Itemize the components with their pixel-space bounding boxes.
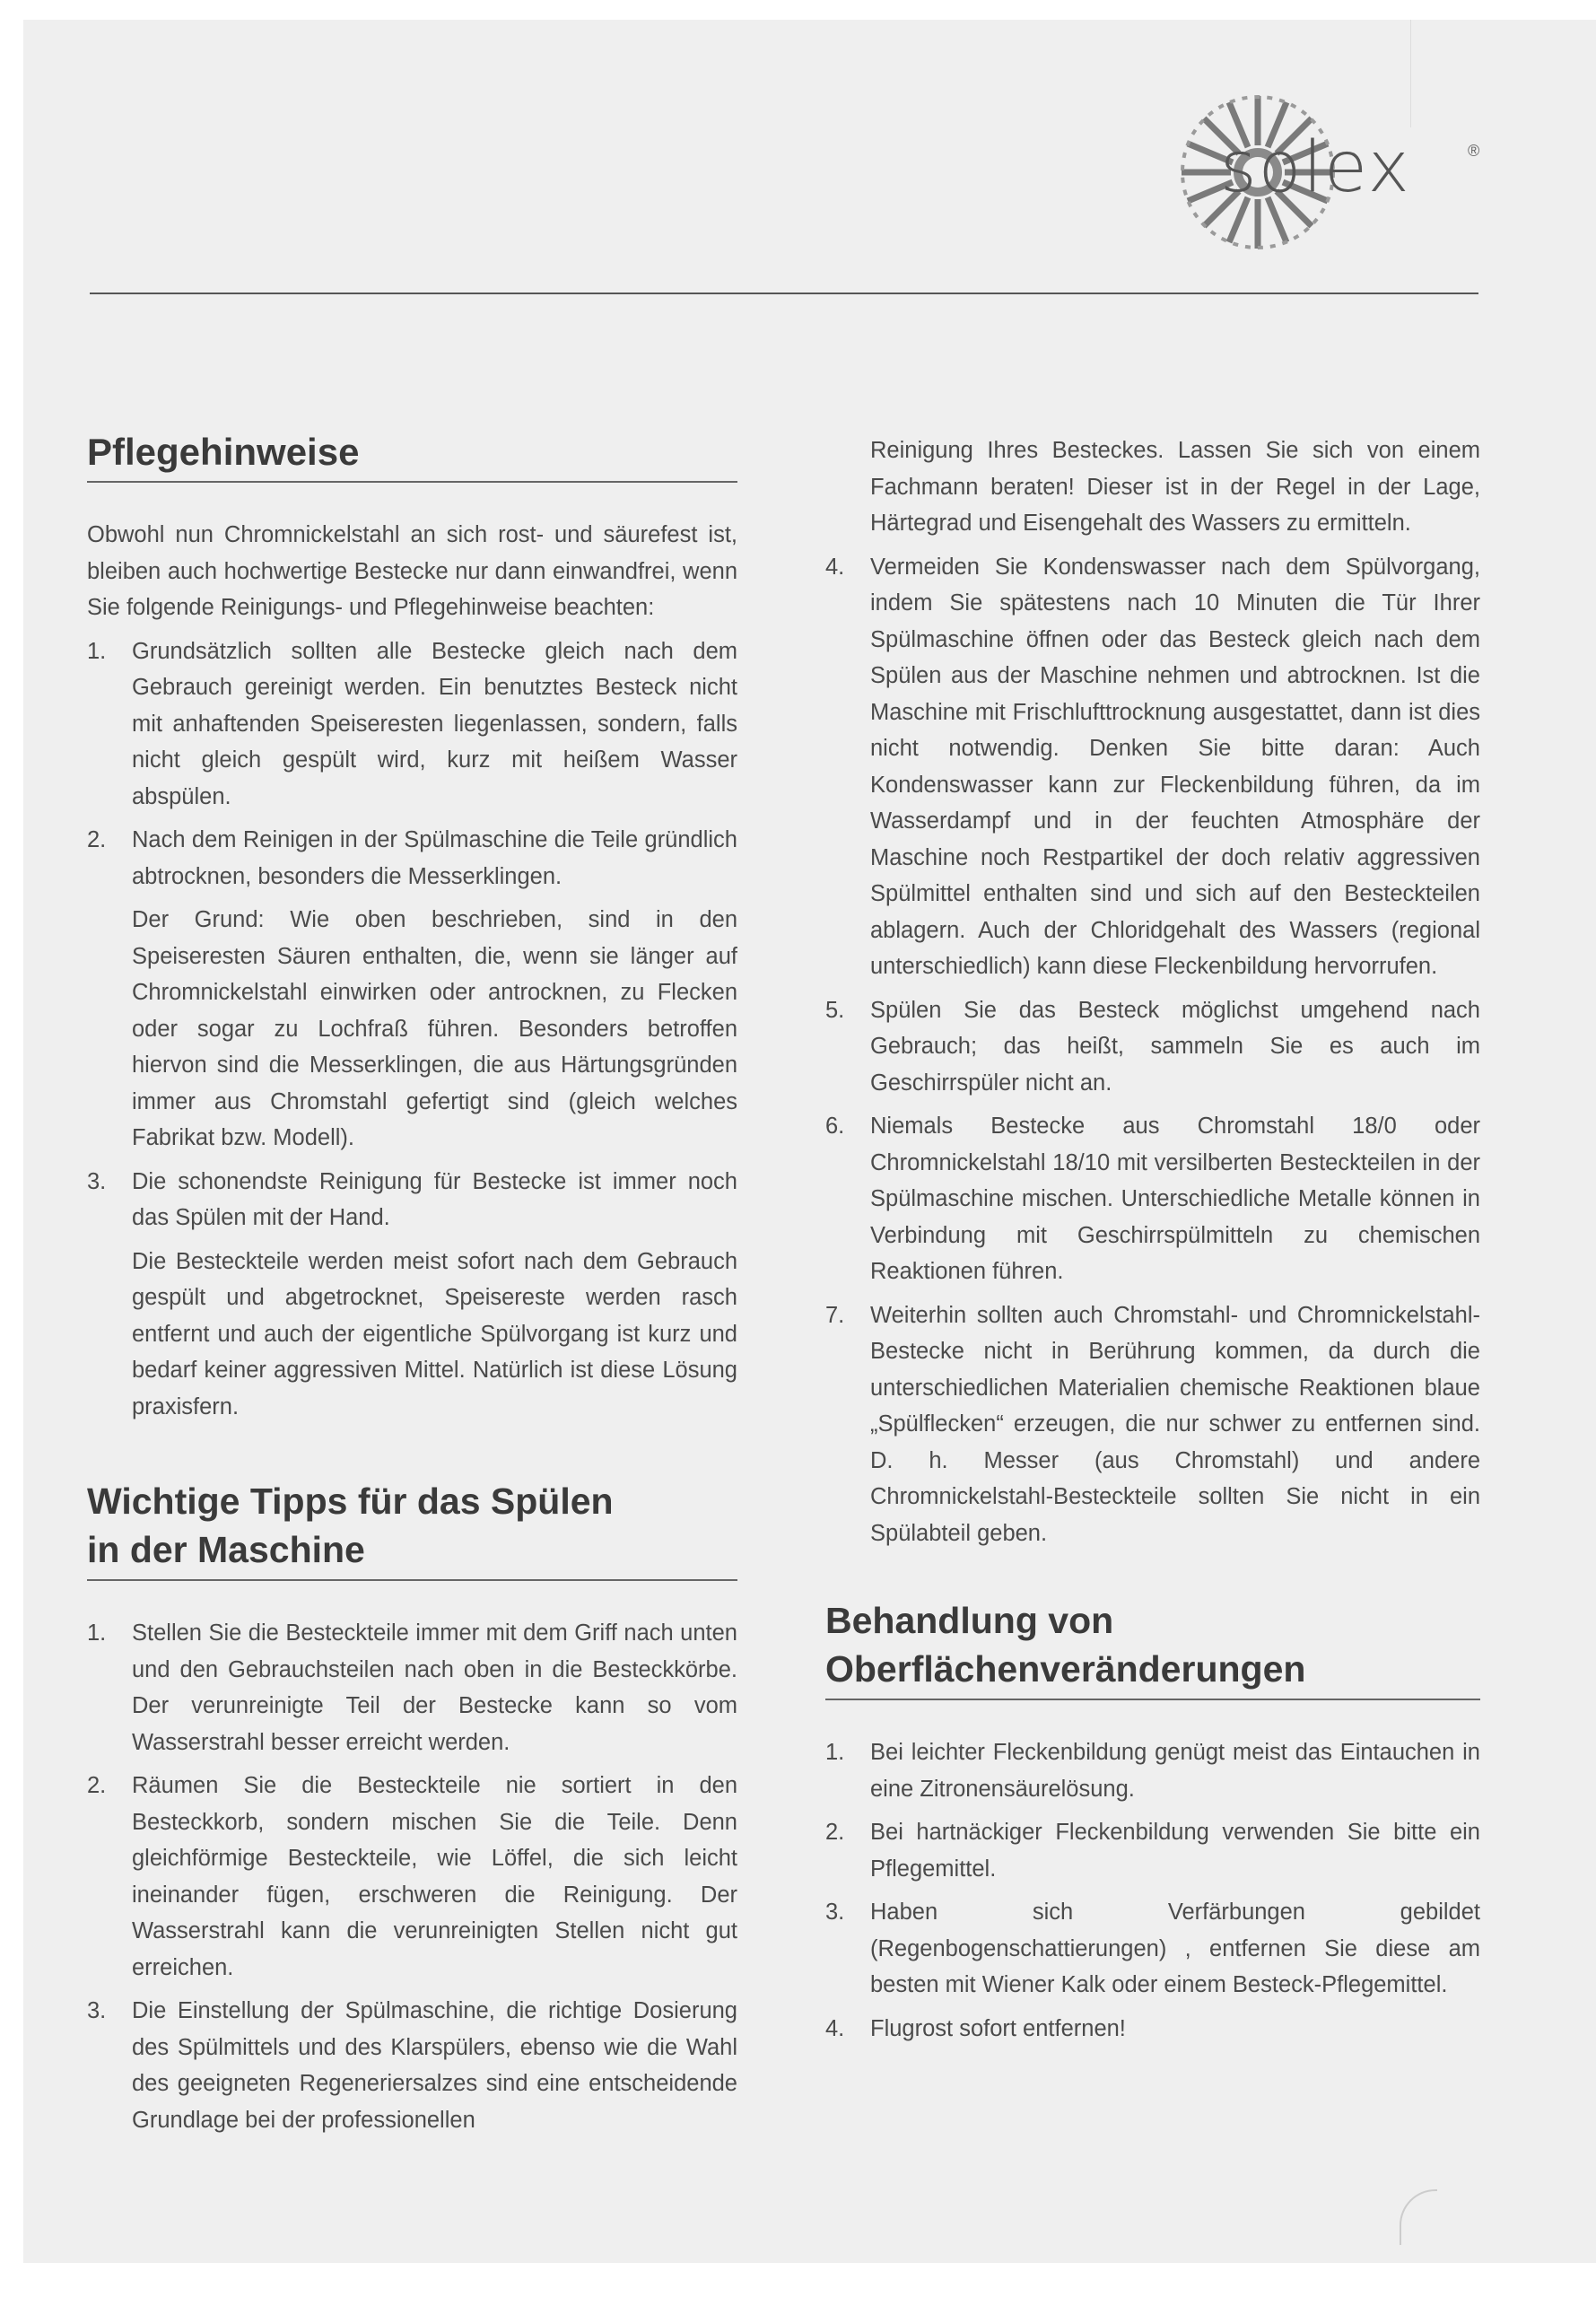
list-item	[825, 1108, 1480, 1290]
section-title-behandlung-line2: Oberflächenveränderungen	[825, 1648, 1306, 1690]
list-text: Räumen Sie die Besteckteile nie sortiert in den Besteckkorb, sondern mischen Sie die Teile. Denn gleichförmige Besteckteile, wie Löffel, die sich leicht ineinander fügen, erschweren die Reinigung. Der Wasserstrahl kann die verunreinigten Stellen nicht gut erreichen.	[132, 1773, 737, 1980]
list-item	[825, 549, 1480, 985]
list-number: 2.	[825, 1820, 845, 1845]
section-title-pflegehinweise: Pflegehinweise	[87, 431, 360, 473]
list-text: Die Einstellung der Spülmaschine, die richtige Dosierung des Spülmittels und des Klarspülers, ebenso wie die Wahl des geeigneten Regeneriersalzes sind eine entscheidende Grundlage bei der professionellen	[132, 1998, 737, 2133]
list-text: Weiterhin sollten auch Chromstahl- und Chromnickelstahl-Bestecke nicht in Berührung kommen, da durch die unterschiedlichen Materialien chemische Reaktionen blaue „Spülflecken“ erzeugen, die nur schwer zu entfernen sind. D. h. Messer (aus Chromstahl) und andere Chromnickelstahl-Besteckteile sollten Sie nicht in ein Spülabteil geben.	[870, 1302, 1480, 1546]
section-heading-block	[825, 1596, 1480, 1693]
list-number: 2.	[87, 1773, 107, 1798]
list-item	[825, 992, 1480, 1102]
list-number: 4.	[825, 2015, 845, 2041]
list-number: 1.	[825, 1740, 845, 1765]
list-text: Grundsätzlich sollten alle Bestecke gleich nach dem Gebrauch gereinigt werden. Ein benutztes Besteck nicht mit anhaftenden Speiseresten liegenlassen, sondern, falls nicht gleich gespült wird, kurz mit heißem Wasser abspülen.	[132, 638, 737, 809]
list-number: 1.	[87, 1620, 107, 1646]
list-text: Haben sich Verfärbungen gebildet (Regenbogenschattierungen) , entfernen Sie diese am besten mit Wiener Kalk oder einem Besteck-Pflegemittel.	[870, 1900, 1480, 1997]
list-text: Bei leichter Fleckenbildung genügt meist das Eintauchen in eine Zitronensäurelösung.	[870, 1740, 1480, 1802]
section-title-behandlung: Behandlung von	[825, 1600, 1114, 1641]
list-number: 1.	[87, 638, 107, 664]
list-item	[87, 1164, 737, 1236]
list-item-extra: Die Besteckteile werden meist sofort nach dem Gebrauch gespült und abgetrocknet, Speisereste werden rasch entfernt und auch der eigentliche Spülvorgang ist kurz und bedarf keiner aggressiven Mittel. Natürlich ist diese Lösung praxisfern.	[132, 1248, 737, 1419]
list-text: Stellen Sie die Besteckteile immer mit dem Griff nach unten und den Gebrauchsteilen nach oben in die Besteckkörbe. Der verunreinigte Teil der Bestecke kann so vom Wasserstrahl besser erreicht werden.	[132, 1620, 737, 1755]
list-item	[825, 2011, 1480, 2048]
list-text: Vermeiden Sie Kondenswasser nach dem Spülvorgang, indem Sie spätestens nach 10 Minuten die Tür Ihrer Spülmaschine öffnen oder das Besteck gleich nach dem Spülen aus der Maschine nehmen und abtrocknen. Ist die Maschine mit Frischlufttrocknung ausgestattet, dann ist dies nicht notwendig. Denken Sie bitte daran: Auch Kondenswasser kann zur Fleckenbildung führen, da im Wasserdampf und in der feuchten Atmosphäre der Maschine noch Restpartikel der doch relativ aggressiven Spülmittel enthalten sind und sich auf den Besteckteilen ablagern. Auch der Chloridgehalt des Wassers (regional unterschiedlich) kann diese Fleckenbildung hervorrufen.	[870, 554, 1480, 979]
right-column	[825, 432, 1480, 2047]
list-number: 5.	[825, 997, 845, 1023]
continuation-paragraph: Reinigung Ihres Besteckes. Lassen Sie sich von einem Fachmann beraten! Dieser ist in der Regel in der Lage, Härtegrad und Eisengehalt des Wassers zu ermitteln.	[870, 438, 1480, 536]
section-title-tipps-line2: in der Maschine	[87, 1529, 365, 1570]
list-number: 7.	[825, 1302, 845, 1328]
list-number: 3.	[87, 1168, 107, 1194]
list-text: Bei hartnäckiger Fleckenbildung verwenden Sie bitte ein Pflegemittel.	[870, 1820, 1480, 1882]
list-number: 3.	[825, 1900, 845, 1925]
list-number: 3.	[87, 1998, 107, 2023]
list-item	[87, 1768, 737, 1986]
title-underline	[87, 1579, 737, 1581]
list-item	[825, 1814, 1480, 1887]
list-text: Flugrost sofort entfernen!	[870, 2015, 1126, 2041]
list-item	[87, 822, 737, 895]
list-text: Nach dem Reinigen in der Spülmaschine die Teile gründlich abtrocknen, besonders die Messerklingen.	[132, 827, 737, 889]
brand-wordmark: solex	[1220, 127, 1411, 208]
list-item	[825, 1894, 1480, 2004]
list-item	[87, 633, 737, 816]
section-heading-block	[87, 1477, 737, 1574]
title-underline	[87, 481, 737, 483]
list-item	[825, 1734, 1480, 1807]
list-item-extra: Der Grund: Wie oben beschrieben, sind in den Speiseresten Säuren enthalten, die, wenn sie länger auf Chromnickelstahl einwirken oder antrocknen, zu Flecken oder sogar zu Lochfraß führen. Besonders betroffen hiervon sind die Messerklingen, die aus Härtungsgründen immer aus Chromstahl gefertigt sind (gleich welches Fabrikat bzw. Modell).	[132, 907, 737, 1150]
list-text: Niemals Bestecke aus Chromstahl 18/0 oder Chromnickelstahl 18/10 mit versilberten Besteckteilen in der Spülmaschine mischen. Unterschiedliche Metalle können in Verbindung mit Geschirrspülmitteln zu chemischen Reaktionen führen.	[870, 1114, 1480, 1284]
section-title-tipps: Wichtige Tipps für das Spülen	[87, 1480, 614, 1522]
registered-mark: ®	[1468, 142, 1480, 160]
list-item	[825, 1297, 1480, 1552]
list-text: Spülen Sie das Besteck möglichst umgehend nach Gebrauch; das heißt, sammeln Sie es auch im Geschirrspüler nicht an.	[870, 997, 1480, 1096]
left-column	[87, 429, 737, 2138]
list-text: Die schonendste Reinigung für Bestecke ist immer noch das Spülen mit der Hand.	[132, 1168, 737, 1230]
list-number: 6.	[825, 1114, 845, 1139]
header-divider	[90, 293, 1478, 294]
list-number: 2.	[87, 827, 107, 852]
list-item	[87, 1615, 737, 1760]
list-number: 4.	[825, 554, 845, 580]
intro-paragraph: Obwohl nun Chromnickelstahl an sich rost- und säurefest ist, bleiben auch hochwertige Bestecke nur dann einwandfrei, wenn Sie folgende Reinigungs- und Pflegehinweise beachten:	[87, 522, 737, 620]
list-item	[87, 1993, 737, 2138]
title-underline	[825, 1699, 1480, 1700]
